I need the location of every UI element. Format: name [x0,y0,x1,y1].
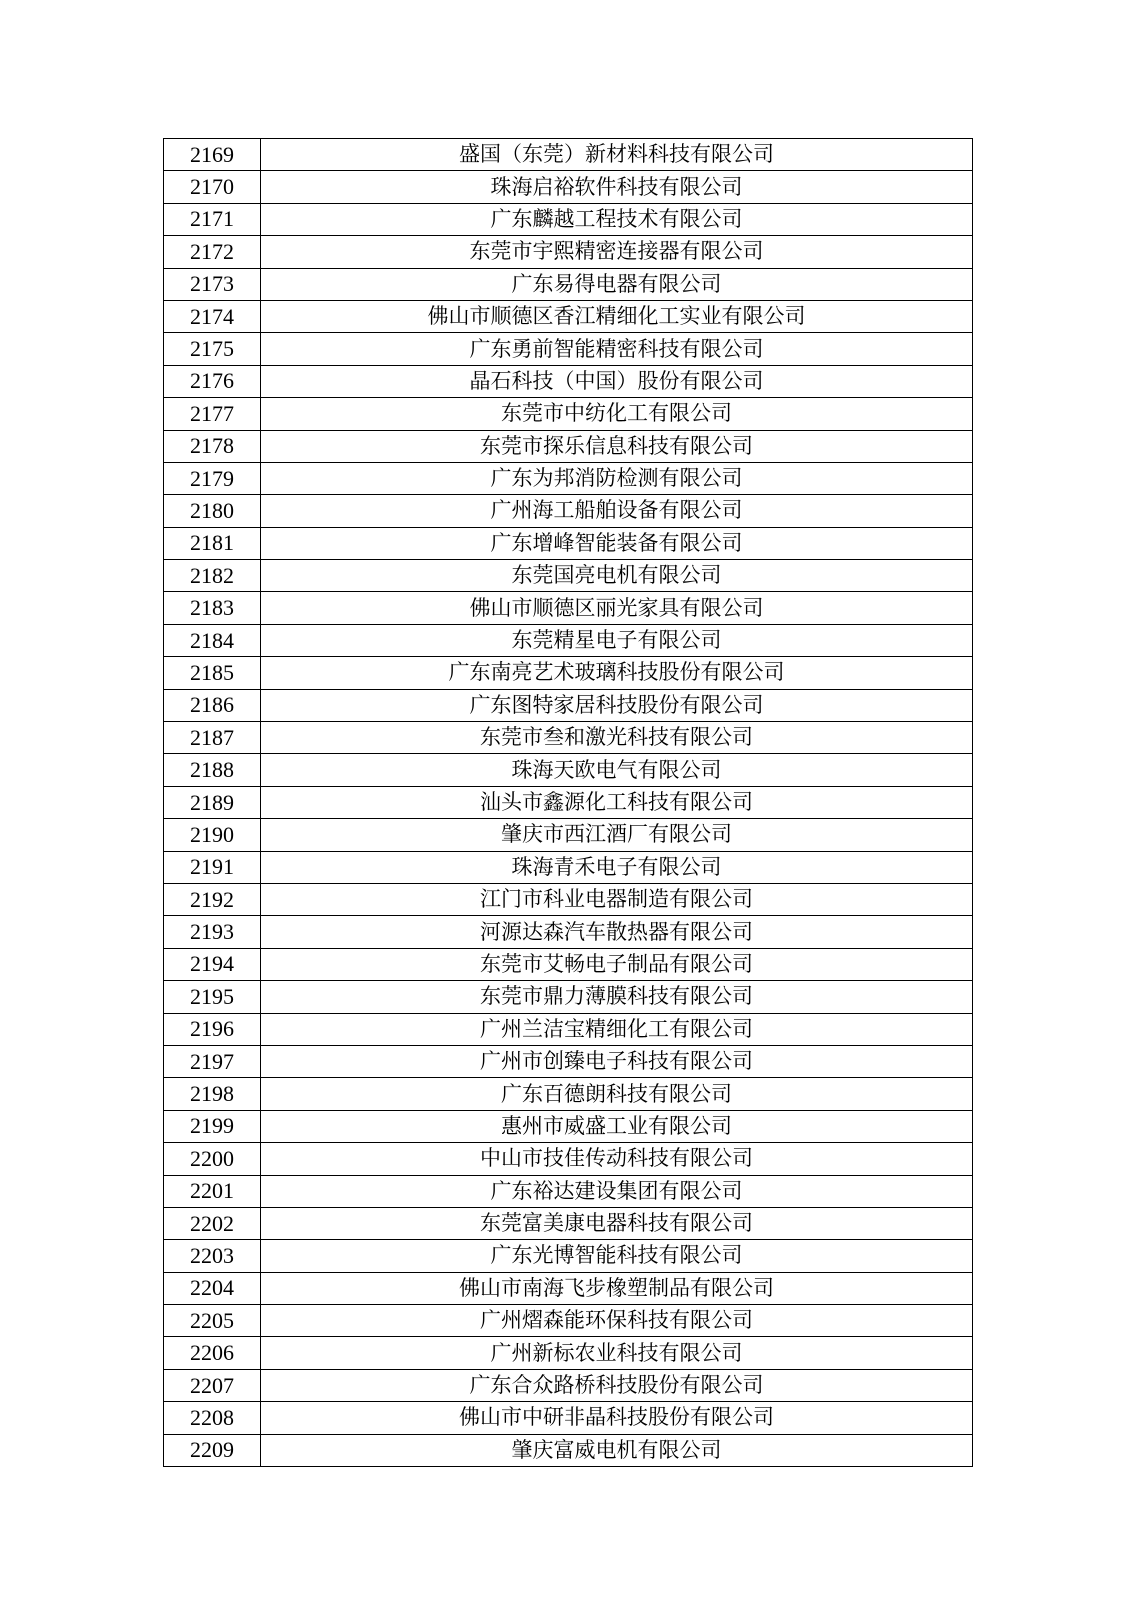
company-name: 珠海青禾电子有限公司 [261,851,973,883]
table-row [164,430,973,462]
row-number: 2199 [164,1110,261,1142]
table-row [164,624,973,656]
company-name: 江门市科业电器制造有限公司 [261,883,973,915]
row-number: 2208 [164,1402,261,1434]
table-row [164,300,973,332]
row-number: 2171 [164,203,261,235]
row-number: 2189 [164,786,261,818]
table-row [164,527,973,559]
table-row [164,851,973,883]
table-row [164,365,973,397]
row-number: 2191 [164,851,261,883]
row-number: 2188 [164,754,261,786]
company-name: 晶石科技（中国）股份有限公司 [261,365,973,397]
row-number: 2176 [164,365,261,397]
row-number: 2192 [164,883,261,915]
table-row [164,333,973,365]
row-number: 2174 [164,300,261,332]
table-row [164,1175,973,1207]
table-row [164,883,973,915]
row-number: 2195 [164,981,261,1013]
row-number: 2196 [164,1013,261,1045]
company-name: 广州海工船舶设备有限公司 [261,495,973,527]
row-number: 2203 [164,1240,261,1272]
row-number: 2184 [164,624,261,656]
row-number: 2175 [164,333,261,365]
company-list-table [163,138,973,1467]
table-row [164,398,973,430]
row-number: 2198 [164,1078,261,1110]
table-row [164,1143,973,1175]
row-number: 2194 [164,948,261,980]
company-name: 东莞市叁和激光科技有限公司 [261,722,973,754]
row-number: 2209 [164,1434,261,1466]
company-list-body [164,139,973,1467]
table-row [164,754,973,786]
company-name: 东莞国亮电机有限公司 [261,560,973,592]
row-number: 2180 [164,495,261,527]
company-name: 广东增峰智能装备有限公司 [261,527,973,559]
row-number: 2200 [164,1143,261,1175]
row-number: 2197 [164,1045,261,1077]
company-name: 广州市创臻电子科技有限公司 [261,1045,973,1077]
company-name: 汕头市鑫源化工科技有限公司 [261,786,973,818]
row-number: 2205 [164,1305,261,1337]
company-name: 广东光博智能科技有限公司 [261,1240,973,1272]
company-name: 东莞市探乐信息科技有限公司 [261,430,973,462]
row-number: 2202 [164,1207,261,1239]
company-name: 广东图特家居科技股份有限公司 [261,689,973,721]
table-row [164,139,973,171]
row-number: 2187 [164,722,261,754]
table-row [164,1305,973,1337]
table-row [164,722,973,754]
table-row [164,1337,973,1369]
row-number: 2170 [164,171,261,203]
row-number: 2181 [164,527,261,559]
table-row [164,1045,973,1077]
row-number: 2190 [164,819,261,851]
row-number: 2173 [164,268,261,300]
table-row [164,1369,973,1401]
row-number: 2172 [164,236,261,268]
table-row [164,203,973,235]
table-row [164,948,973,980]
table-row [164,1240,973,1272]
company-name: 广州兰洁宝精细化工有限公司 [261,1013,973,1045]
table-row [164,689,973,721]
company-name: 佛山市中研非晶科技股份有限公司 [261,1402,973,1434]
row-number: 2177 [164,398,261,430]
row-number: 2207 [164,1369,261,1401]
company-name: 广东合众路桥科技股份有限公司 [261,1369,973,1401]
table-row [164,268,973,300]
table-row [164,1434,973,1466]
company-name: 东莞富美康电器科技有限公司 [261,1207,973,1239]
row-number: 2185 [164,657,261,689]
table-row [164,819,973,851]
table-row [164,495,973,527]
company-name: 惠州市威盛工业有限公司 [261,1110,973,1142]
row-number: 2169 [164,139,261,171]
company-name: 东莞精星电子有限公司 [261,624,973,656]
company-name: 佛山市顺德区丽光家具有限公司 [261,592,973,624]
row-number: 2182 [164,560,261,592]
company-name: 广州熠森能环保科技有限公司 [261,1305,973,1337]
company-name: 中山市技佳传动科技有限公司 [261,1143,973,1175]
company-name: 河源达森汽车散热器有限公司 [261,916,973,948]
row-number: 2178 [164,430,261,462]
company-name: 广东勇前智能精密科技有限公司 [261,333,973,365]
row-number: 2186 [164,689,261,721]
company-name: 佛山市南海飞步橡塑制品有限公司 [261,1272,973,1304]
table-row [164,1078,973,1110]
table-row [164,657,973,689]
table-row [164,786,973,818]
company-name: 广东裕达建设集团有限公司 [261,1175,973,1207]
table-row [164,462,973,494]
company-name: 东莞市宇熙精密连接器有限公司 [261,236,973,268]
table-row [164,1110,973,1142]
company-name: 广东为邦消防检测有限公司 [261,462,973,494]
table-row [164,560,973,592]
company-name: 珠海启裕软件科技有限公司 [261,171,973,203]
row-number: 2183 [164,592,261,624]
row-number: 2201 [164,1175,261,1207]
table-row [164,1272,973,1304]
company-name: 广东南亮艺术玻璃科技股份有限公司 [261,657,973,689]
company-name: 东莞市鼎力薄膜科技有限公司 [261,981,973,1013]
company-name: 珠海天欧电气有限公司 [261,754,973,786]
table-row [164,1402,973,1434]
company-name: 东莞市艾畅电子制品有限公司 [261,948,973,980]
table-row [164,236,973,268]
table-row [164,592,973,624]
row-number: 2206 [164,1337,261,1369]
company-name: 佛山市顺德区香江精细化工实业有限公司 [261,300,973,332]
row-number: 2204 [164,1272,261,1304]
company-name: 广州新标农业科技有限公司 [261,1337,973,1369]
company-name: 肇庆富威电机有限公司 [261,1434,973,1466]
table-row [164,981,973,1013]
table-row [164,171,973,203]
company-name: 广东易得电器有限公司 [261,268,973,300]
table-row [164,1207,973,1239]
table-row [164,1013,973,1045]
company-name: 肇庆市西江酒厂有限公司 [261,819,973,851]
row-number: 2193 [164,916,261,948]
table-row [164,916,973,948]
company-name: 东莞市中纺化工有限公司 [261,398,973,430]
row-number: 2179 [164,462,261,494]
company-name: 广东麟越工程技术有限公司 [261,203,973,235]
company-name: 广东百德朗科技有限公司 [261,1078,973,1110]
company-name: 盛国（东莞）新材料科技有限公司 [261,139,973,171]
